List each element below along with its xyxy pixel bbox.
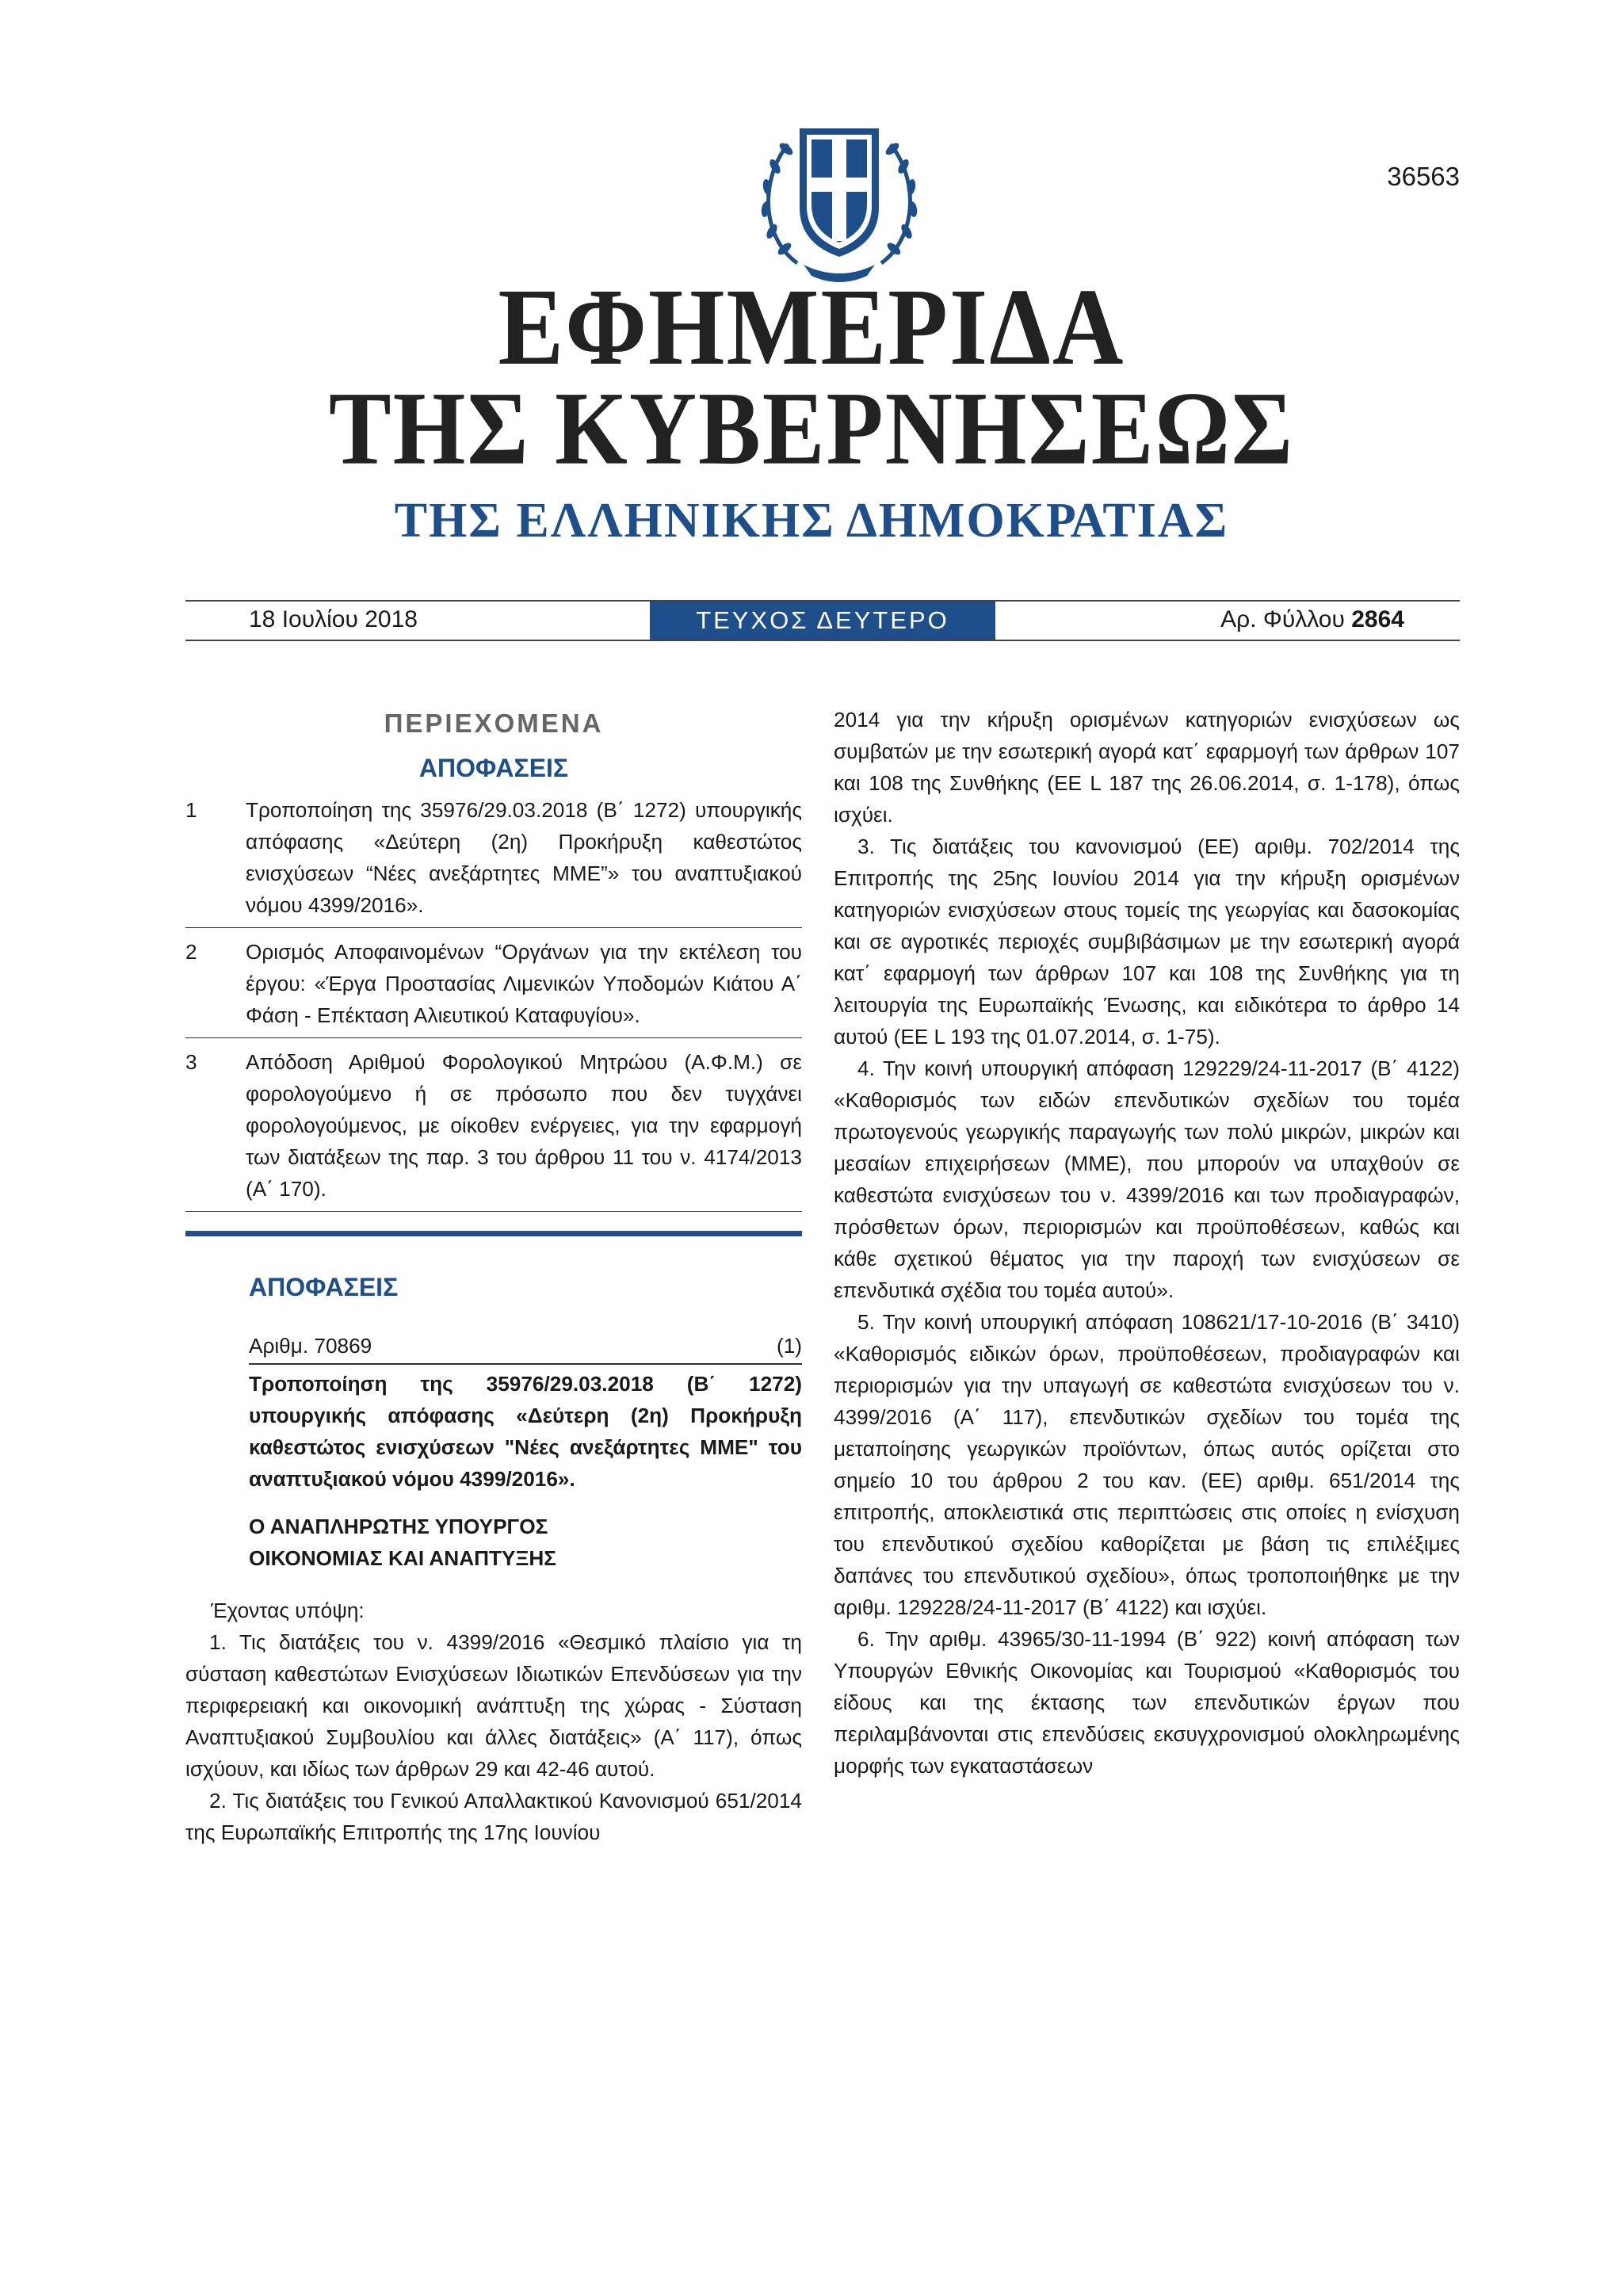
gazette-subtitle: ΤΗΣ ΕΛΛΗΝΙΚΗΣ ΔΗΜΟΚΡΑΤΙΑΣ xyxy=(394,494,1229,548)
right-column xyxy=(834,704,1460,1782)
sheet-label: Αρ. Φύλλου xyxy=(1220,606,1345,632)
considering-label: Έχοντας υπόψη: xyxy=(211,1599,365,1622)
toc-item[interactable] xyxy=(185,793,802,928)
toc-number: 1 xyxy=(185,798,197,822)
paragraph: 1. Τις διατάξεις του ν. 4399/2016 «Θεσμικό πλαίσιο για τη σύσταση καθεστώτων Ενισχύσεων Ιδιωτικών Επενδύσεων για την περιφερειακή και οικονομική ανάπτυξη της χώρας - Σύσταση Αναπτυξιακού Συμβουλίου και άλλες διατάξεις» (Α΄ 117), όπως ισχύουν, και ιδίως των άρθρων 29 και 42-46 αυτού. xyxy=(185,1630,802,1781)
toc-number: 2 xyxy=(185,940,197,964)
sheet-number: 2864 xyxy=(1351,606,1404,632)
contents-heading: ΠΕΡΙΕΧΟΜΕΝΑ xyxy=(384,709,604,738)
toc-item[interactable] xyxy=(185,934,802,1038)
contents-subheading: ΑΠΟΦΑΣΕΙΣ xyxy=(418,754,569,782)
issue-bar xyxy=(185,600,1460,641)
decision-title: Τροποποίηση της 35976/29.03.2018 (Β΄ 1272) υπουργικής απόφασης «Δεύτερη (2η) Προκήρυξη καθεστώτος ενισχύσεων "Νέες ανεξάρτητες ΜΜΕ" του αναπτυξιακού νόμου 4399/2016». xyxy=(249,1372,802,1491)
paragraph-continuation: 2014 για την κήρυξη ορισμένων κατηγοριών ενισχύσεων ως συμβατών με την εσωτερική αγορά κατ΄ εφαρμογή των άρθρων 107 και 108 της Συνθήκης (ΕΕ L 187 της 26.06.2014, σ. 1-178), όπως ισχύει. xyxy=(834,708,1460,827)
left-column xyxy=(185,704,802,1848)
authority-line2: ΟΙΚΟΝΟΜΙΑΣ ΚΑΙ ΑΝΑΠΤΥΞΗΣ xyxy=(249,1546,556,1570)
decision-number: Αριθμ. 70869 xyxy=(249,1334,372,1358)
gazette-title-line1: ΕΦΗΜΕΡΙΔΑ xyxy=(498,266,1125,388)
greek-coat-of-arms-icon xyxy=(748,113,930,285)
toc-text: Τροποποίηση της 35976/29.03.2018 (Β΄ 1272) υπουργικής απόφασης «Δεύτερη (2η) Προκήρυξη καθεστώτος ενισχύσεων “Νέες ανεξάρτητες ΜΜΕ”» του αναπτυξιακού νόμου 4399/2016». xyxy=(246,798,802,917)
toc-number: 3 xyxy=(185,1050,197,1074)
authority-line1: Ο ΑΝΑΠΛΗΡΩΤΗΣ ΥΠΟΥΡΓΟΣ xyxy=(249,1515,548,1538)
toc-text: Απόδοση Αριθμού Φορολογικού Μητρώου (Α.Φ.Μ.) σε φορολογούμενο ή σε πρόσωπο που δεν τυγχάνει φορολογούμενος, με οίκοθεν ενέργειες, για την εφαρμογή των διατάξεων της παρ. 3 του άρθρου 11 του ν. 4174/2013 (Α΄ 170). xyxy=(246,1050,802,1201)
decisions-heading: ΑΠΟΦΑΣΕΙΣ xyxy=(249,1273,399,1301)
paragraph: 4. Την κοινή υπουργική απόφαση 129229/24-11-2017 (Β΄ 4122) «Καθορισμός των ειδών επενδυτικών σχεδίων του τομέα πρωτογενούς γεωργικής παραγωγής των πολύ μικρών, μικρών και μεσαίων επιχειρήσεων (ΜΜΕ), που μπορούν να υπαχθούν σε καθεστώτα ενισχύσεων του ν. 4399/2016 και των προδιαγραφών, πρόσθετων όρων, περιορισμών και προϋποθέσεων, καθώς και κάθε σχετικού θέματος για την παροχή των ενισχύσεων σε επενδυτικά σχέδια του τομέα αυτού». xyxy=(834,1056,1460,1302)
gazette-title-line2: ΤΗΣ ΚΥΒΕΡΝΗΣΕΩΣ xyxy=(328,370,1295,487)
paragraph: 5. Την κοινή υπουργική απόφαση 108621/17-10-2016 (Β΄ 3410) «Καθορισμός ειδικών όρων, προϋποθέσεων, προδιαγραφών και περιορισμών για την υπαγωγή σε καθεστώτα ενισχύσεων του ν. 4399/2016 (Α΄ 117), επενδυτικών σχεδίων του τομέα της μεταποίησης γεωργικών προϊόντων, όπως αυτός ορίζεται στο σημείο 10 του άρθρου 2 του καν. (ΕΕ) αριθμ. 651/2014 της επιτροπής, αποκλειστικά στις περιπτώσεις στις οποίες η ενίσχυση του επενδυτικού σχεδίου καθορίζεται με βάση τις επιλέξιμες δαπάνες του επενδυτικού σχεδίου», όπως τροποποιήθηκε με την αριθμ. 129228/24-11-2017 (Β΄ 4122) και ισχύει. xyxy=(834,1310,1460,1619)
page-number: 36563 xyxy=(1387,162,1460,191)
authority-block xyxy=(249,1511,802,1574)
toc-item[interactable] xyxy=(185,1045,802,1212)
issue-sheet-number xyxy=(1220,606,1404,633)
decision-index: (1) xyxy=(776,1334,802,1358)
paragraph: 6. Την αριθμ. 43965/30-11-1994 (Β΄ 922) κοινή απόφαση των Υπουργών Εθνικής Οικονομίας και Τουρισμού «Καθορισμός του είδους και της έκτασης των επενδυτικών έργων που περιλαμβάνονται στις επενδύσεις εκσυγχρονισμού ολοκληρωμένης μορφής των εγκαταστάσεων xyxy=(834,1627,1460,1778)
issue-date: 18 Ιουλίου 2018 xyxy=(249,606,418,632)
decision-number-row xyxy=(249,1330,802,1365)
toc-text: Ορισμός Αποφαινομένων “Οργάνων για την εκτέλεση του έργου: «Έργα Προστασίας Λιμενικών Υποδομών Κιάτου Α΄ Φάση - Επέκταση Αλιευτικού Καταφυγίου». xyxy=(246,940,802,1027)
paragraph: 3. Τις διατάξεις του κανονισμού (ΕΕ) αριθμ. 702/2014 της Επιτροπής της 25ης Ιουνίου 2014 για την κήρυξη ορισμένων κατηγοριών ενισχύσεων στους τομείς της γεωργίας και δασοκομίας και σε αγροτικές περιοχές συμβιβάσιμων με την εσωτερική αγορά κατ΄ εφαρμογή των άρθρων 107 και 108 της Συνθήκης για τη λειτουργία της Ευρωπαϊκής Ένωσης, και ειδικότερα το άρθρο 14 αυτού (ΕΕ L 193 της 01.07.2014, σ. 1-75). xyxy=(834,835,1460,1049)
paragraph: 2. Τις διατάξεις του Γενικού Απαλλακτικού Κανονισμού 651/2014 της Ευρωπαϊκής Επιτροπής της 17ης Ιουνίου xyxy=(185,1789,802,1844)
section-divider xyxy=(185,1231,802,1236)
issue-series-badge: ΤΕΥΧΟΣ ΔΕΥΤΕΡΟ xyxy=(650,602,995,640)
